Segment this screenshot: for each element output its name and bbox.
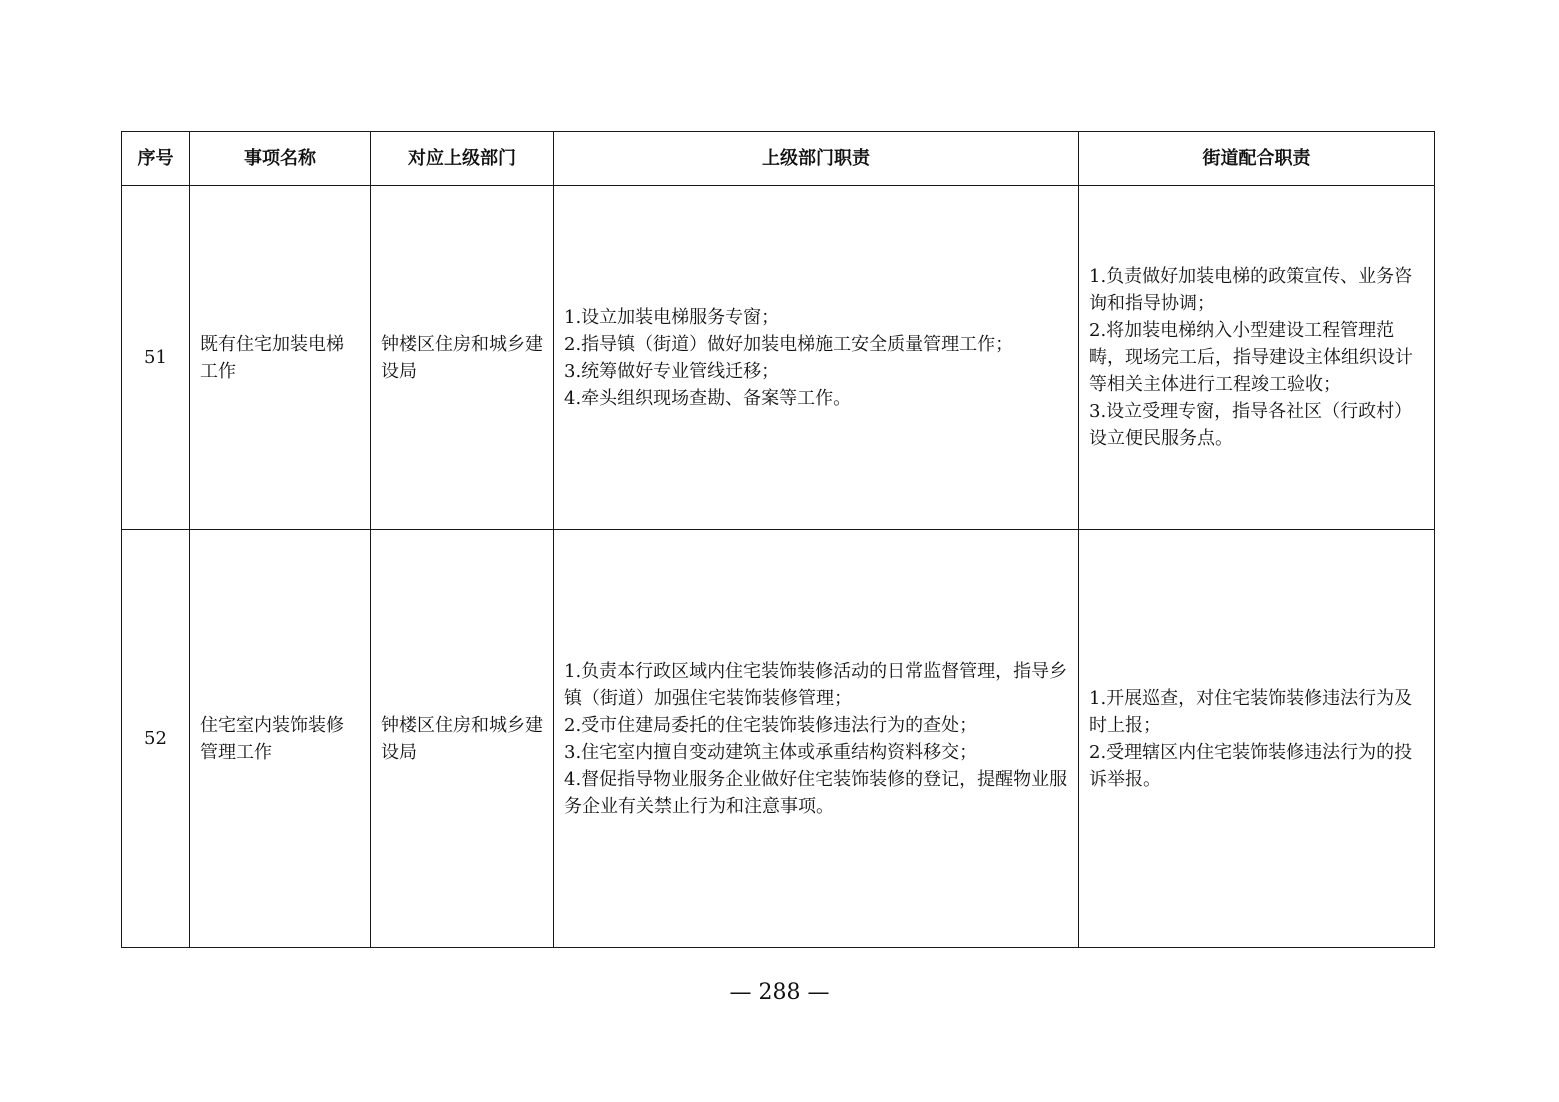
duty-line: 1.设立加装电梯服务专窗； <box>564 306 780 328</box>
table-row <box>122 530 1435 948</box>
duty-line: 1.负责本行政区域内住宅装饰装修活动的日常监督管理，指导乡镇（街道）加强住宅装饰装修管理； <box>564 660 1068 709</box>
row-number: 52 <box>122 530 190 948</box>
department-cell: 钟楼区住房和城乡建设局 <box>371 186 554 530</box>
duty-line: 3.住宅室内擅自变动建筑主体或承重结构资料移交； <box>564 741 978 763</box>
street-duties-cell <box>1079 186 1435 530</box>
duty-line: 4.牵头组织现场查勘、备案等工作。 <box>564 387 852 409</box>
duty-line: 2.指导镇（街道）做好加装电梯施工安全质量管理工作； <box>564 333 1014 355</box>
street-duty-line: 1.开展巡查，对住宅装饰装修违法行为及时上报； <box>1089 687 1413 736</box>
street-duties-cell <box>1079 530 1435 948</box>
street-duty-line: 1.负责做好加装电梯的政策宣传、业务咨询和指导协调； <box>1089 266 1413 314</box>
header-serial-number: 序号 <box>122 132 190 186</box>
duty-line: 4.督促指导物业服务企业做好住宅装饰装修的登记，提醒物业服务企业有关禁止行为和注意事项。 <box>564 768 1068 817</box>
header-superior-duties: 上级部门职责 <box>554 132 1079 186</box>
street-duty-line: 2.将加装电梯纳入小型建设工程管理范畴，现场完工后，指导建设主体组织设计等相关主体进行工程竣工验收； <box>1089 320 1413 395</box>
page-number: — 288 — <box>729 980 830 1005</box>
item-name-cell: 既有住宅加装电梯工作 <box>190 186 371 530</box>
table-row <box>122 186 1435 530</box>
superior-duties-cell <box>554 186 1079 530</box>
department-cell: 钟楼区住房和城乡建设局 <box>371 530 554 948</box>
street-duty-line: 3.设立受理专窗，指导各社区（行政村）设立便民服务点。 <box>1089 401 1413 449</box>
street-duty-line: 2.受理辖区内住宅装饰装修违法行为的投诉举报。 <box>1089 741 1413 790</box>
item-name-cell: 住宅室内装饰装修管理工作 <box>190 530 371 948</box>
responsibility-table <box>121 131 1435 948</box>
header-item-name: 事项名称 <box>190 132 371 186</box>
header-superior-department: 对应上级部门 <box>371 132 554 186</box>
duty-line: 3.统筹做好专业管线迁移； <box>564 360 780 382</box>
row-number: 51 <box>122 186 190 530</box>
header-street-duties: 街道配合职责 <box>1079 132 1435 186</box>
superior-duties-cell <box>554 530 1079 948</box>
table-header-row <box>122 132 1435 186</box>
duty-line: 2.受市住建局委托的住宅装饰装修违法行为的查处； <box>564 714 978 736</box>
